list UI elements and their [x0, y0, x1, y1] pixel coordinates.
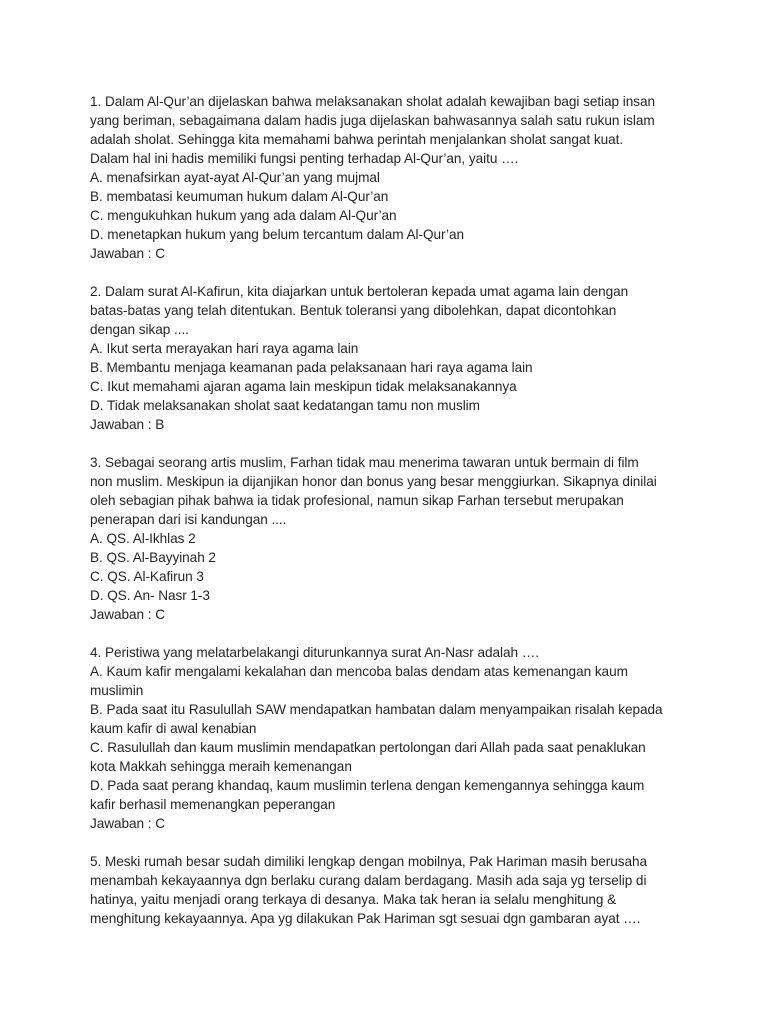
question-3-stem — [90, 453, 690, 529]
question-2-answer — [90, 415, 690, 434]
option-a-cont: muslimin — [90, 683, 144, 698]
stem-line: 4. Peristiwa yang melatarbelakangi diturunkannya surat An-Nasr adalah …. — [90, 645, 540, 660]
option-d: D. menetapkan hukum yang belum tercantum dalam Al-Qur’an — [90, 227, 464, 242]
question-1-stem — [90, 92, 690, 168]
question-1-answer — [90, 244, 690, 263]
answer-line: Jawaban : C — [90, 607, 166, 622]
question-4-options — [90, 662, 690, 814]
option-d: D. Tidak melaksanakan sholat saat kedatangan tamu non muslim — [90, 398, 480, 413]
stem-line: penerapan dari isi kandungan .... — [90, 512, 287, 527]
stem-line: oleh sebagian pihak bahwa ia tidak profesional, namun sikap Farhan tersebut merupakan — [90, 493, 624, 508]
document-page — [90, 92, 690, 947]
option-a: A. Ikut serta merayakan hari raya agama lain — [90, 341, 359, 356]
option-b-cont: kaum kafir di awal kenabian — [90, 721, 257, 736]
question-2-options — [90, 339, 690, 415]
stem-line: 5. Meski rumah besar sudah dimiliki lengkap dengan mobilnya, Pak Hariman masih berusaha — [90, 854, 648, 869]
stem-line: Dalam hal ini hadis memiliki fungsi penting terhadap Al-Qur’an, yaitu …. — [90, 151, 519, 166]
stem-line: dengan sikap .... — [90, 322, 189, 337]
option-c: C. Ikut memahami ajaran agama lain meskipun tidak melaksanakannya — [90, 379, 517, 394]
stem-line: adalah sholat. Sehingga kita memahami bahwa perintah menjalankan sholat sangat kuat. — [90, 132, 624, 147]
question-4-answer — [90, 814, 690, 833]
question-2-stem — [90, 282, 690, 339]
option-d: D. QS. An- Nasr 1-3 — [90, 588, 210, 603]
stem-line: yang beriman, sebagaimana dalam hadis juga dijelaskan bahwasannya salah satu rukun islam — [90, 113, 655, 128]
option-a: A. QS. Al-Ikhlas 2 — [90, 531, 196, 546]
question-5-stem — [90, 852, 690, 928]
question-4-stem — [90, 643, 690, 662]
answer-line: Jawaban : B — [90, 417, 165, 432]
answer-line: Jawaban : C — [90, 246, 166, 261]
option-b: B. QS. Al-Bayyinah 2 — [90, 550, 216, 565]
option-a: A. Kaum kafir mengalami kekalahan dan mencoba balas dendam atas kemenangan kaum — [90, 664, 628, 679]
answer-line: Jawaban : C — [90, 816, 166, 831]
option-c: C. mengukuhkan hukum yang ada dalam Al-Qur’an — [90, 208, 397, 223]
stem-line: 3. Sebagai seorang artis muslim, Farhan tidak mau menerima tawaran untuk bermain di film — [90, 455, 639, 470]
question-3 — [90, 453, 690, 624]
question-3-answer — [90, 605, 690, 624]
option-b: B. Pada saat itu Rasulullah SAW mendapatkan hambatan dalam menyampaikan risalah kepada — [90, 702, 663, 717]
stem-line: 2. Dalam surat Al-Kafirun, kita diajarkan untuk bertoleran kepada umat agama lain dengan — [90, 284, 629, 299]
option-b: B. membatasi keumuman hukum dalam Al-Qur’an — [90, 189, 389, 204]
question-1-options — [90, 168, 690, 244]
question-2 — [90, 282, 690, 434]
question-4 — [90, 643, 690, 833]
option-d: D. Pada saat perang khandaq, kaum muslimin terlena dengan kemengannya sehingga kaum — [90, 778, 645, 793]
option-b: B. Membantu menjaga keamanan pada pelaksanaan hari raya agama lain — [90, 360, 533, 375]
stem-line: menghitung kekayaannya. Apa yg dilakukan Pak Hariman sgt sesuai dgn gambaran ayat …. — [90, 911, 641, 926]
option-a: A. menafsirkan ayat-ayat Al-Qur’an yang mujmal — [90, 170, 380, 185]
stem-line: hatinya, yaitu menjadi orang terkaya di desanya. Maka tak heran ia selalu menghitung & — [90, 892, 617, 907]
question-3-options — [90, 529, 690, 605]
stem-line: non muslim. Meskipun ia dijanjikan honor dan bonus yang besar menggiurkan. Sikapnya dinilai — [90, 474, 657, 489]
stem-line: 1. Dalam Al-Qur’an dijelaskan bahwa melaksanakan sholat adalah kewajiban bagi setiap insan — [90, 94, 656, 109]
option-c-cont: kota Makkah sehingga meraih kemenangan — [90, 759, 352, 774]
option-d-cont: kafir berhasil memenangkan peperangan — [90, 797, 336, 812]
stem-line: batas-batas yang telah ditentukan. Bentuk toleransi yang dibolehkan, dapat dicontohkan — [90, 303, 617, 318]
option-c: C. QS. Al-Kafirun 3 — [90, 569, 204, 584]
question-1 — [90, 92, 690, 263]
stem-line: menambah kekayaannya dgn berlaku curang dalam berdagang. Masih ada saja yg terselip di — [90, 873, 647, 888]
question-5 — [90, 852, 690, 928]
option-c: C. Rasulullah dan kaum muslimin mendapatkan pertolongan dari Allah pada saat penaklukan — [90, 740, 646, 755]
